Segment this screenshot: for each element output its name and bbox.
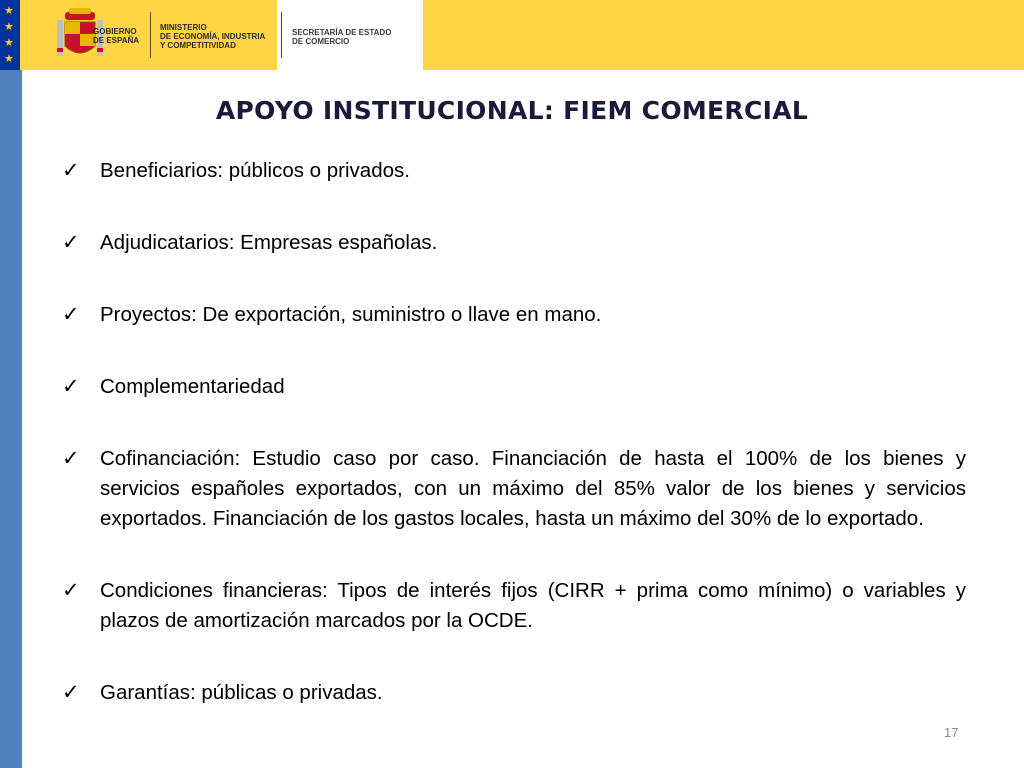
eu-flag-strip [0, 0, 20, 70]
bullet-text: Beneficiarios: públicos o privados. [100, 159, 410, 182]
bullet-text: Complementariedad [100, 375, 285, 398]
government-logo-block [20, 0, 277, 70]
check-icon: ✓ [62, 159, 80, 182]
check-icon: ✓ [62, 447, 80, 470]
check-icon: ✓ [62, 579, 80, 602]
bullet-list [62, 156, 966, 750]
check-icon: ✓ [62, 303, 80, 326]
list-item [62, 228, 966, 258]
eu-star-icon: ★ [4, 21, 14, 33]
slide-title: APOYO INSTITUCIONAL: FIEM COMERCIAL [215, 96, 809, 125]
bullet-text: Adjudicatarios: Empresas españolas. [100, 231, 438, 254]
check-icon: ✓ [62, 681, 80, 704]
bullet-text: Condiciones financieras: Tipos de interés fijos (CIRR + prima como mínimo) o variables y plazos de amortización marcados por la OCDE. [100, 579, 966, 632]
eu-star-icon: ★ [4, 53, 14, 65]
eu-star-icon: ★ [4, 37, 14, 49]
secretariat-divider [281, 12, 282, 58]
check-icon: ✓ [62, 375, 80, 398]
government-name: GOBIERNO DE ESPAÑA [93, 27, 140, 45]
eu-star-icon: ★ [4, 5, 14, 17]
list-item [62, 678, 966, 708]
list-item [62, 156, 966, 186]
bullet-text: Proyectos: De exportación, suministro o llave en mano. [100, 303, 602, 326]
secretariat-name: SECRETARÍA DE ESTADO DE COMERCIO [292, 28, 392, 46]
bullet-text: Garantías: públicas o privadas. [100, 681, 383, 704]
left-accent-bar [0, 70, 22, 768]
list-item [62, 444, 966, 534]
bullet-text: Cofinanciación: Estudio caso por caso. Financiación de hasta el 100% de los bienes y servicios españoles exportados, con un máximo del 85% valor de los bienes y servicios exportados. Financiación de los gastos locales, hasta un máximo del 30% de lo exportado. [100, 447, 966, 530]
logo-divider [150, 12, 151, 58]
check-icon: ✓ [62, 231, 80, 254]
list-item [62, 576, 966, 636]
list-item [62, 372, 966, 402]
list-item [62, 300, 966, 330]
ministry-name: MINISTERIO DE ECONOMÍA, INDUSTRIA Y COMPETITIVIDAD [160, 23, 266, 50]
page-number: 17 [944, 725, 959, 740]
